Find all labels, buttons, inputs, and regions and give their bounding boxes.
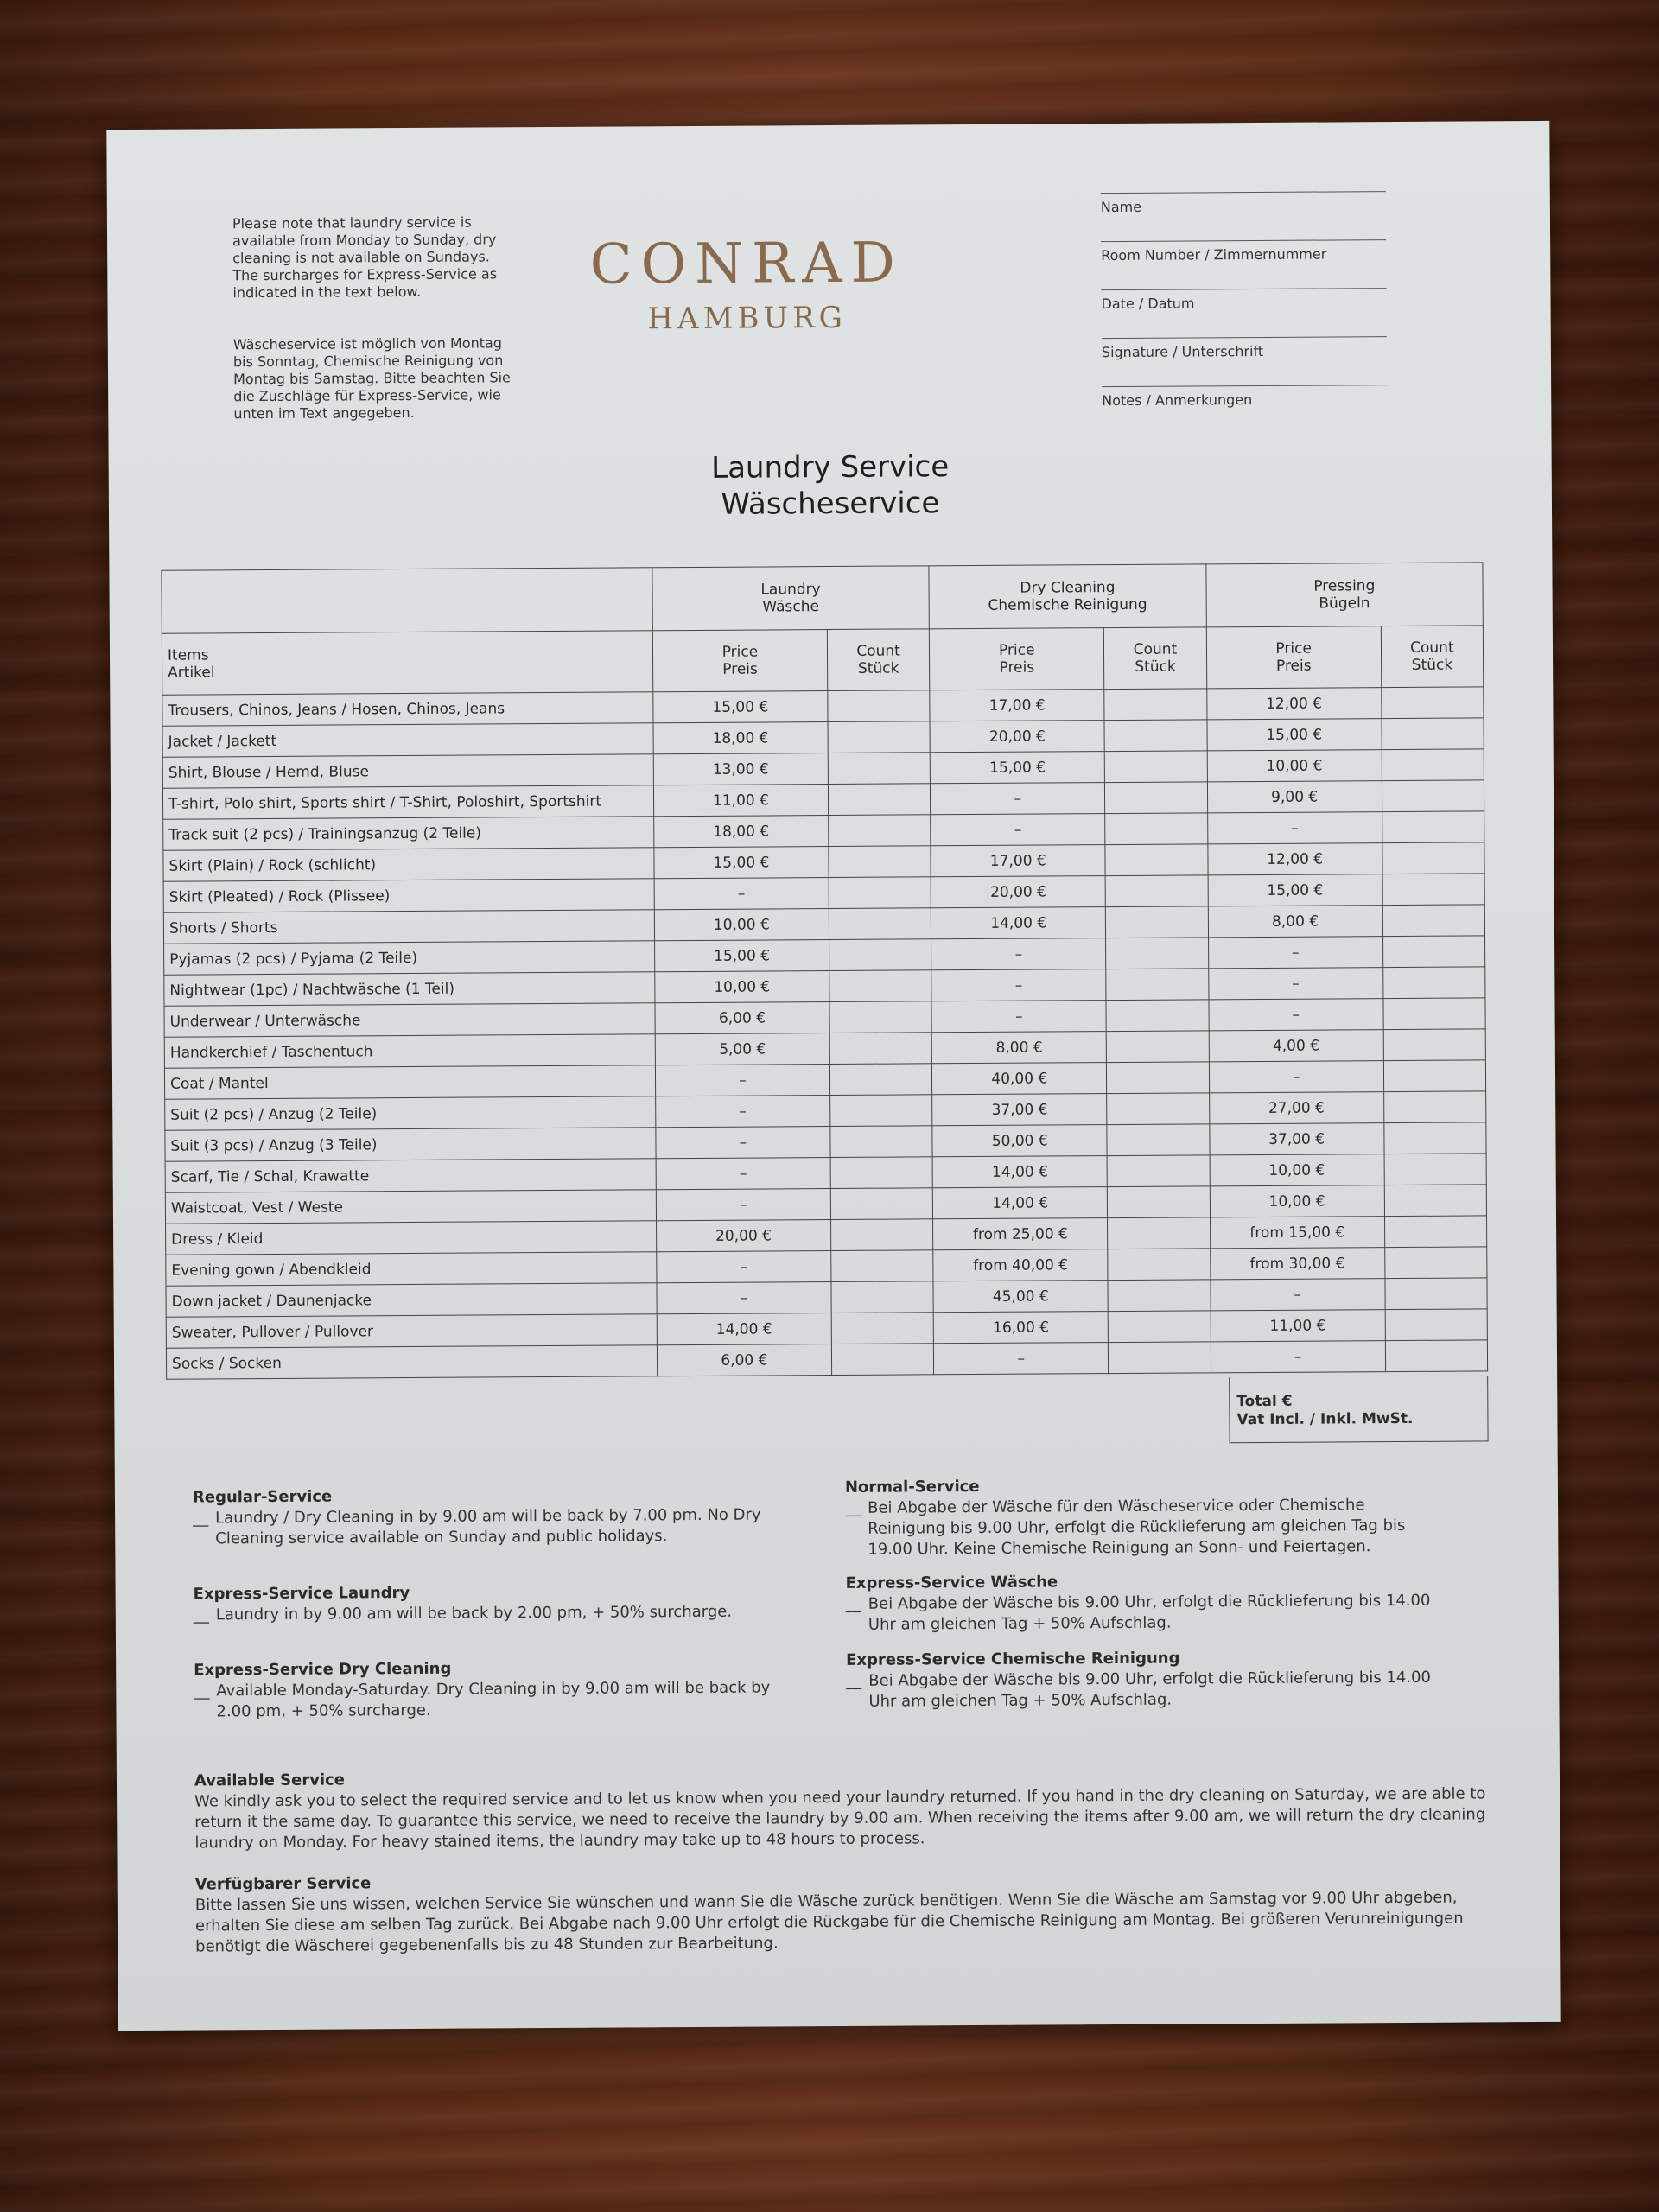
dash-mark: __ bbox=[193, 1509, 209, 1528]
pressing-price: 15,00 € bbox=[1208, 874, 1382, 906]
dry-cleaning-price: 16,00 € bbox=[933, 1312, 1108, 1344]
item-name: Nightwear (1pc) / Nachtwäsche (1 Teil) bbox=[164, 972, 655, 1006]
laundry-count-cell[interactable] bbox=[829, 877, 931, 909]
laundry-price: – bbox=[655, 1065, 830, 1096]
pressing-price: 10,00 € bbox=[1210, 1185, 1384, 1217]
dry-cleaning-count-cell[interactable] bbox=[1107, 1155, 1209, 1187]
group-pressing: Pressing Bügeln bbox=[1205, 563, 1483, 627]
pressing-count-cell[interactable] bbox=[1382, 780, 1484, 812]
dry-cleaning-price: from 40,00 € bbox=[933, 1249, 1108, 1281]
dash-mark: __ bbox=[193, 1605, 209, 1624]
service-text: Available Monday-Saturday. Dry Cleaning in by 9.00 am will be back by 2.00 pm, + 50% surcharge. bbox=[216, 1678, 771, 1721]
laundry-count-cell[interactable] bbox=[828, 721, 930, 753]
laundry-count-cell[interactable] bbox=[830, 1033, 931, 1065]
header-blank bbox=[162, 568, 652, 633]
laundry-count-cell[interactable] bbox=[830, 1095, 932, 1127]
item-name: Scarf, Tie / Schal, Krawatte bbox=[165, 1159, 656, 1192]
laundry-price: 20,00 € bbox=[656, 1220, 830, 1252]
guest-fields bbox=[1101, 191, 1388, 435]
pressing-price: 9,00 € bbox=[1207, 781, 1382, 813]
item-name: Waistcoat, Vest / Weste bbox=[165, 1190, 656, 1224]
laundry-count-cell[interactable] bbox=[829, 908, 931, 940]
item-name: Skirt (Pleated) / Rock (Plissee) bbox=[163, 879, 654, 912]
item-name: Pyjamas (2 pcs) / Pyjama (2 Teile) bbox=[164, 941, 655, 975]
laundry-count-cell[interactable] bbox=[828, 690, 930, 722]
item-name: Shorts / Shorts bbox=[163, 910, 654, 944]
dry-cleaning-price: – bbox=[931, 938, 1106, 970]
pressing-price: – bbox=[1207, 812, 1382, 844]
laundry-price: 18,00 € bbox=[653, 816, 828, 848]
item-name: Sweater, Pullover / Pullover bbox=[166, 1314, 657, 1348]
pressing-price: 12,00 € bbox=[1206, 688, 1381, 720]
laundry-price: 15,00 € bbox=[654, 847, 829, 879]
service-title: Express-Service Wäsche bbox=[845, 1573, 1058, 1592]
pressing-count-cell[interactable] bbox=[1385, 1340, 1487, 1372]
laundry-count-cell[interactable] bbox=[831, 1250, 933, 1282]
pressing-count-cell[interactable] bbox=[1385, 1309, 1487, 1341]
laundry-price: 15,00 € bbox=[654, 940, 829, 972]
service-text: Bei Abgabe der Wäsche für den Wäscheservice oder Chemische Reinigung bis 9.00 Uhr, erfolgt die Rücklieferung am gleichen Tag bis 19.00 Uhr. Keine Chemische Reinigung an Sonn- und Feiertagen. bbox=[867, 1496, 1406, 1559]
title-de: Wäscheservice bbox=[721, 486, 940, 522]
laundry-count-cell[interactable] bbox=[830, 939, 931, 971]
pressing-count-cell[interactable] bbox=[1382, 687, 1484, 719]
pressing-price: 27,00 € bbox=[1209, 1092, 1383, 1124]
dry-cleaning-price: 17,00 € bbox=[931, 845, 1105, 877]
dash-mark: __ bbox=[846, 1671, 862, 1690]
available-title-de: Verfügbarer Service bbox=[194, 1874, 372, 1894]
service-text: Laundry / Dry Cleaning in by 9.00 am will be back by 7.00 pm. No Dry Cleaning service available on Sunday and public holidays. bbox=[215, 1505, 761, 1548]
pressing-price: 37,00 € bbox=[1209, 1123, 1383, 1155]
dry-cleaning-price: – bbox=[931, 814, 1105, 846]
laundry-count-cell[interactable] bbox=[830, 1001, 931, 1033]
laundry-price: 15,00 € bbox=[653, 691, 828, 723]
dry-cleaning-count-cell[interactable] bbox=[1105, 844, 1207, 876]
pressing-count-cell[interactable] bbox=[1382, 842, 1484, 874]
date-field[interactable]: Date / Datum bbox=[1101, 288, 1386, 338]
pressing-price: 11,00 € bbox=[1211, 1310, 1385, 1342]
laundry-count-cell[interactable] bbox=[831, 1281, 933, 1313]
pressing-count-cell[interactable] bbox=[1383, 1060, 1485, 1092]
dry-cleaning-count-cell[interactable] bbox=[1107, 1031, 1209, 1063]
laundry-count-cell[interactable] bbox=[831, 1344, 933, 1376]
dry-cleaning-count-cell[interactable] bbox=[1104, 689, 1206, 721]
dry-cleaning-count-cell[interactable] bbox=[1108, 1249, 1210, 1281]
pressing-price: 8,00 € bbox=[1208, 906, 1382, 938]
item-name: Handkerchief / Taschentuch bbox=[164, 1034, 655, 1068]
pressing-price: from 15,00 € bbox=[1210, 1217, 1384, 1249]
dry-cleaning-count-cell[interactable] bbox=[1106, 938, 1208, 969]
signature-field[interactable]: Signature / Unterschrift bbox=[1102, 336, 1387, 386]
logo-brand: CONRAD bbox=[589, 231, 905, 297]
item-name: Underwear / Unterwäsche bbox=[164, 1003, 655, 1037]
dry-cleaning-count-cell[interactable] bbox=[1106, 969, 1208, 1001]
item-name: Skirt (Plain) / Rock (schlicht) bbox=[163, 848, 654, 881]
laundry-price: – bbox=[657, 1282, 831, 1314]
dry-cleaning-price: 50,00 € bbox=[932, 1125, 1107, 1157]
item-name: Suit (2 pcs) / Anzug (2 Teile) bbox=[165, 1096, 656, 1130]
pressing-price: 12,00 € bbox=[1207, 843, 1382, 875]
laundry-price: 10,00 € bbox=[654, 909, 829, 941]
dry-cleaning-price: 20,00 € bbox=[930, 721, 1104, 753]
dry-cleaning-count-cell[interactable] bbox=[1107, 1124, 1209, 1156]
item-name: Coat / Mantel bbox=[164, 1065, 655, 1099]
pressing-count-cell[interactable] bbox=[1383, 998, 1485, 1030]
laundry-price: 6,00 € bbox=[655, 1002, 830, 1034]
item-name: Suit (3 pcs) / Anzug (3 Teile) bbox=[165, 1128, 656, 1161]
pressing-price: 10,00 € bbox=[1207, 750, 1382, 782]
count-header: Count Stück bbox=[1381, 626, 1484, 688]
available-text-de: Bitte lassen Sie uns wissen, welchen Service Sie wünschen und wann Sie die Wäsche zurück benötigen. Wenn Sie die Wäsche am Samstag vor 9.00 Uhr abgeben, erhalten Sie diese am selben Tag zurück. Bei Abgabe nach 9.00 Uhr erfolgt die Rückgabe für die Chemische Reinigung am Montag. Bei größeren Verunreinigungen benötigt die Wäscherei gegebenenfalls bis zu 48 Stunden zur Bearbeitung. bbox=[194, 1888, 1464, 1956]
dry-cleaning-price: – bbox=[931, 969, 1106, 1001]
dry-cleaning-count-cell[interactable] bbox=[1107, 1093, 1209, 1125]
laundry-price: 11,00 € bbox=[653, 785, 828, 817]
pressing-price: from 30,00 € bbox=[1210, 1248, 1384, 1280]
price-table bbox=[161, 562, 1488, 1379]
laundry-count-cell[interactable] bbox=[830, 1188, 932, 1220]
dry-cleaning-count-cell[interactable] bbox=[1106, 1000, 1208, 1032]
pressing-count-cell[interactable] bbox=[1384, 1247, 1486, 1279]
price-header: Price Preis bbox=[652, 630, 828, 692]
laundry-count-cell[interactable] bbox=[829, 846, 931, 878]
dry-cleaning-price: – bbox=[931, 783, 1105, 815]
express-chemische-reinigung-de bbox=[846, 1647, 1442, 1713]
laundry-price: – bbox=[657, 1251, 831, 1283]
dry-cleaning-price: from 25,00 € bbox=[933, 1218, 1108, 1250]
item-name: Trousers, Chinos, Jeans / Hosen, Chinos, Jeans bbox=[162, 692, 653, 726]
dry-cleaning-price: 8,00 € bbox=[931, 1032, 1106, 1064]
dry-cleaning-price: 20,00 € bbox=[931, 876, 1105, 908]
dry-cleaning-price: 14,00 € bbox=[932, 1187, 1107, 1219]
dry-cleaning-count-cell[interactable] bbox=[1105, 875, 1207, 907]
laundry-count-cell[interactable] bbox=[831, 1219, 933, 1251]
pressing-count-cell[interactable] bbox=[1383, 1029, 1485, 1061]
item-name: Socks / Socken bbox=[166, 1345, 657, 1379]
laundry-price: 10,00 € bbox=[655, 971, 830, 1003]
pressing-price: 4,00 € bbox=[1209, 1030, 1383, 1062]
laundry-price: – bbox=[655, 1096, 830, 1128]
laundry-form-sheet bbox=[106, 121, 1560, 2031]
laundry-price: – bbox=[656, 1127, 830, 1159]
available-service-de bbox=[195, 1866, 1492, 1957]
express-laundry-service bbox=[194, 1580, 790, 1625]
room-number-field[interactable]: Room Number / Zimmernummer bbox=[1101, 239, 1386, 289]
service-title: Express-Service Laundry bbox=[193, 1584, 410, 1604]
dry-cleaning-count-cell[interactable] bbox=[1108, 1217, 1210, 1249]
notes-field[interactable]: Notes / Anmerkungen bbox=[1102, 385, 1387, 435]
express-dry-cleaning-service bbox=[194, 1656, 790, 1722]
pressing-count-cell[interactable] bbox=[1382, 936, 1484, 968]
laundry-price: – bbox=[654, 878, 829, 910]
hotel-logo bbox=[565, 232, 929, 337]
dry-cleaning-count-cell[interactable] bbox=[1107, 1062, 1209, 1094]
group-dry-cleaning: Dry Cleaning Chemische Reinigung bbox=[929, 564, 1206, 629]
laundry-price: 6,00 € bbox=[657, 1344, 831, 1376]
laundry-price: – bbox=[656, 1158, 830, 1190]
count-header: Count Stück bbox=[1104, 627, 1207, 690]
pressing-price: 10,00 € bbox=[1210, 1154, 1384, 1186]
items-header: Items Artikel bbox=[162, 631, 652, 695]
pressing-price: 15,00 € bbox=[1207, 719, 1382, 751]
dry-cleaning-count-cell[interactable] bbox=[1109, 1342, 1211, 1374]
laundry-price: 14,00 € bbox=[657, 1313, 831, 1345]
laundry-count-cell[interactable] bbox=[828, 784, 930, 816]
vat-label: Vat Incl. / Inkl. MwSt. bbox=[1236, 1409, 1414, 1429]
dry-cleaning-price: 40,00 € bbox=[932, 1063, 1107, 1095]
dry-cleaning-price: 45,00 € bbox=[933, 1281, 1108, 1313]
dry-cleaning-count-cell[interactable] bbox=[1105, 782, 1207, 814]
intro-note-en: Please note that laundry service is available from Monday to Sunday, dry cleaning is not available on Sundays. The surcharges for Express-Service as indicated in the text below. bbox=[232, 213, 498, 302]
item-name: Jacket / Jackett bbox=[162, 723, 653, 757]
normal-service-de bbox=[845, 1474, 1442, 1560]
pressing-count-cell[interactable] bbox=[1382, 905, 1484, 937]
laundry-count-cell[interactable] bbox=[830, 1126, 932, 1158]
dry-cleaning-count-cell[interactable] bbox=[1108, 1186, 1210, 1218]
pressing-count-cell[interactable] bbox=[1382, 874, 1484, 906]
available-title-en: Available Service bbox=[194, 1770, 346, 1790]
count-header: Count Stück bbox=[827, 629, 930, 691]
intro-note-de: Wäscheservice ist möglich von Montag bis Sonntag, Chemische Reinigung von Montag bis Samstag. Bitte beachten Sie die Zuschläge für Express-Service, wie unten im Text angegeben. bbox=[232, 334, 511, 423]
pressing-price: – bbox=[1211, 1279, 1385, 1311]
pressing-count-cell[interactable] bbox=[1382, 811, 1484, 843]
regular-service bbox=[193, 1484, 789, 1549]
dash-mark: __ bbox=[845, 1594, 861, 1613]
dry-cleaning-count-cell[interactable] bbox=[1108, 1280, 1210, 1312]
laundry-count-cell[interactable] bbox=[830, 1064, 931, 1096]
dry-cleaning-count-cell[interactable] bbox=[1104, 720, 1206, 752]
pressing-count-cell[interactable] bbox=[1382, 749, 1484, 781]
laundry-price: 5,00 € bbox=[655, 1033, 830, 1065]
service-title: Normal-Service bbox=[844, 1477, 980, 1497]
item-name: Down jacket / Daunenjacke bbox=[166, 1283, 657, 1317]
dry-cleaning-price: 37,00 € bbox=[932, 1094, 1107, 1126]
dry-cleaning-count-cell[interactable] bbox=[1105, 751, 1207, 783]
laundry-count-cell[interactable] bbox=[831, 1313, 933, 1344]
item-name: Track suit (2 pcs) / Trainingsanzug (2 Teile) bbox=[163, 817, 654, 850]
page-title bbox=[109, 445, 1552, 526]
dry-cleaning-price: – bbox=[934, 1343, 1109, 1375]
name-field[interactable]: Name bbox=[1101, 191, 1386, 241]
dry-cleaning-price: 14,00 € bbox=[931, 907, 1106, 939]
pressing-count-cell[interactable] bbox=[1384, 1216, 1486, 1248]
pressing-count-cell[interactable] bbox=[1383, 1091, 1485, 1123]
service-text: Laundry in by 9.00 am will be back by 2.00 pm, + 50% surcharge. bbox=[215, 1602, 733, 1624]
logo-city: HAMBURG bbox=[647, 300, 847, 337]
item-name: Shirt, Blouse / Hemd, Bluse bbox=[162, 754, 653, 788]
available-text-en: We kindly ask you to select the required service and to let us know when you need your laundry returned. If you hand in the dry cleaning on Saturday, we are able to return it the same day. To guarantee this service, we need to receive the laundry by 9.00 am. When receiving the items after 9.00 am, we will return the dry cleaning laundry on Monday. For heavy stained items, the laundry may take up to 48 hours to process. bbox=[194, 1784, 1486, 1853]
service-text: Bei Abgabe der Wäsche bis 9.00 Uhr, erfolgt die Rücklieferung bis 14.00 Uhr am gleichen Tag + 50% Aufschlag. bbox=[868, 1668, 1432, 1711]
title-en: Laundry Service bbox=[711, 449, 950, 486]
laundry-count-cell[interactable] bbox=[830, 970, 931, 1002]
pressing-count-cell[interactable] bbox=[1384, 1122, 1486, 1154]
pressing-price: – bbox=[1209, 999, 1383, 1031]
item-name: Evening gown / Abendkleid bbox=[166, 1252, 657, 1286]
dry-cleaning-price: 14,00 € bbox=[932, 1156, 1107, 1188]
dry-cleaning-price: – bbox=[931, 1001, 1106, 1033]
laundry-price: 13,00 € bbox=[653, 753, 828, 785]
total-label: Total € bbox=[1236, 1392, 1293, 1411]
pressing-count-cell[interactable] bbox=[1384, 1154, 1486, 1185]
group-laundry: Laundry Wäsche bbox=[652, 566, 930, 631]
price-header: Price Preis bbox=[930, 628, 1105, 690]
express-waesche-de bbox=[846, 1570, 1442, 1636]
pressing-price: – bbox=[1211, 1341, 1385, 1373]
laundry-count-cell[interactable] bbox=[830, 1157, 932, 1189]
service-title: Express-Service Dry Cleaning bbox=[194, 1659, 452, 1680]
pressing-price: – bbox=[1208, 968, 1382, 1000]
dry-cleaning-price: 17,00 € bbox=[930, 690, 1104, 721]
laundry-count-cell[interactable] bbox=[829, 815, 931, 847]
dry-cleaning-count-cell[interactable] bbox=[1109, 1311, 1211, 1343]
laundry-price: – bbox=[656, 1189, 830, 1221]
pressing-price: – bbox=[1208, 937, 1382, 969]
pressing-count-cell[interactable] bbox=[1382, 718, 1484, 750]
dash-mark: __ bbox=[194, 1681, 210, 1700]
service-title: Express-Service Chemische Reinigung bbox=[846, 1649, 1180, 1669]
laundry-count-cell[interactable] bbox=[828, 753, 930, 785]
item-name: Dress / Kleid bbox=[166, 1221, 657, 1255]
pressing-count-cell[interactable] bbox=[1385, 1278, 1487, 1310]
laundry-price: 18,00 € bbox=[653, 722, 828, 754]
service-title: Regular-Service bbox=[192, 1487, 333, 1507]
price-rows bbox=[162, 687, 1488, 1379]
total-box bbox=[1229, 1376, 1488, 1443]
available-service-en bbox=[194, 1763, 1491, 1853]
item-name: T-shirt, Polo shirt, Sports shirt / T-Shirt, Poloshirt, Sportshirt bbox=[162, 785, 653, 819]
dry-cleaning-price: 15,00 € bbox=[930, 752, 1104, 784]
service-text: Bei Abgabe der Wäsche bis 9.00 Uhr, erfolgt die Rücklieferung bis 14.00 Uhr am gleichen Tag + 50% Aufschlag. bbox=[868, 1591, 1431, 1634]
pressing-price: – bbox=[1209, 1061, 1383, 1093]
pressing-count-cell[interactable] bbox=[1384, 1185, 1486, 1217]
pressing-count-cell[interactable] bbox=[1382, 967, 1484, 999]
dry-cleaning-count-cell[interactable] bbox=[1105, 813, 1207, 845]
dry-cleaning-count-cell[interactable] bbox=[1106, 906, 1208, 938]
price-header: Price Preis bbox=[1206, 626, 1382, 689]
dash-mark: __ bbox=[844, 1498, 861, 1517]
